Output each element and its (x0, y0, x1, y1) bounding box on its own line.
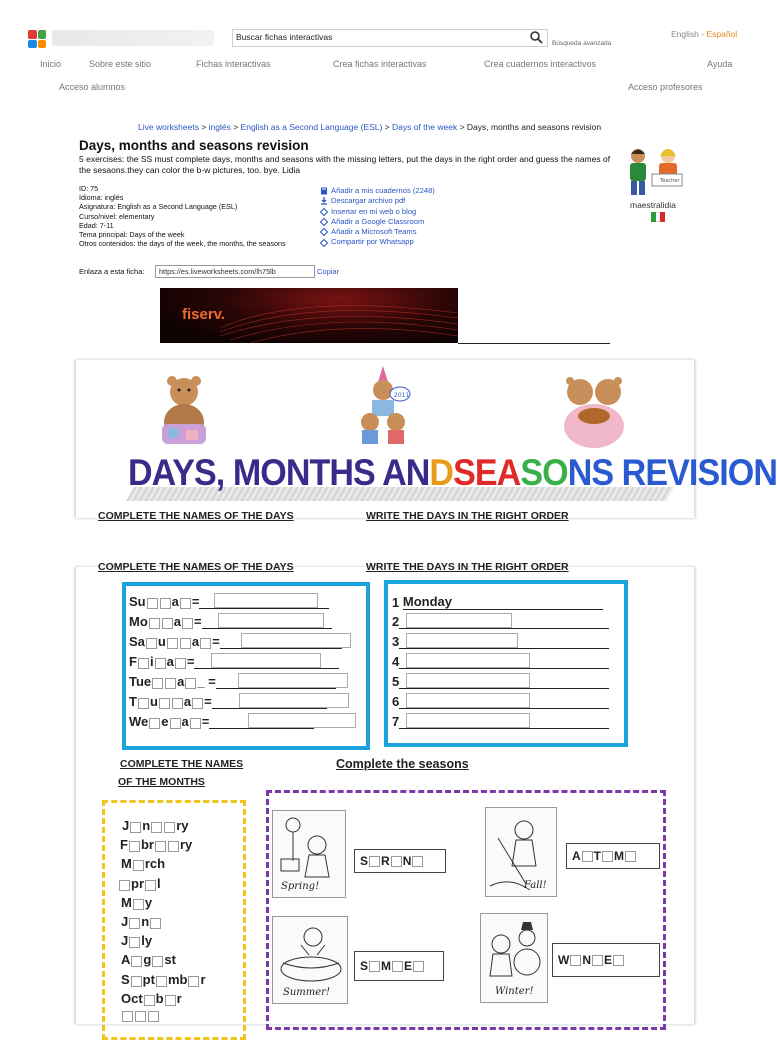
summer-picture (272, 916, 348, 1004)
whatsapp-icon (320, 239, 328, 247)
banner-part: SEA (453, 452, 521, 493)
order-row-1: 1 Monday (392, 594, 603, 610)
share-link-input[interactable]: https://es.liveworksheets.com/lh75lb (155, 265, 315, 278)
winter-caption: Winter! (495, 986, 534, 997)
bears-couple-image (554, 370, 634, 452)
embed-link[interactable]: Insertar en mi web o blog (320, 207, 435, 217)
lang-english[interactable]: English (671, 29, 699, 39)
order-row-6: 6 (392, 694, 609, 709)
nav-ayuda[interactable]: Ayuda (707, 59, 733, 69)
worksheet-description: 5 exercises: the SS must complete days, months and seasons with the missing letters, put the days in the right order and guess the names of the sesaons.they can color the b-w pictures, too. bye. Lidia (79, 154, 611, 176)
month-row-1: J n ry (122, 818, 189, 833)
month-row-5: M y (121, 895, 153, 910)
crumb-esl[interactable]: English as a Second Language (ESL) (240, 122, 383, 132)
day-input-7[interactable] (248, 713, 356, 728)
spring-word: S R N (354, 849, 446, 873)
day-input-1[interactable] (214, 593, 318, 608)
worksheet-page-1 (75, 360, 777, 522)
whatsapp-share-link[interactable]: Compartir por Whatsapp (320, 237, 435, 247)
month-row-2: F br ry (120, 837, 193, 852)
nav-acceso-profesores[interactable]: Acceso profesores (628, 82, 703, 92)
header-months-2: OF THE MONTHS (118, 776, 205, 788)
banner-part: SO (520, 452, 568, 493)
fall-picture (485, 807, 557, 897)
nav-inicio[interactable]: Inicio (40, 59, 62, 69)
month-row-3: M rch (121, 856, 166, 871)
embed-icon (320, 208, 328, 216)
banner-part: DAYS, MONTHS AN (128, 452, 430, 493)
notebook-icon (320, 187, 328, 195)
svg-text:Teacher: Teacher (660, 178, 680, 184)
download-icon (320, 197, 328, 205)
divider (458, 343, 610, 344)
svg-text:2011: 2011 (394, 392, 410, 399)
winter-word: W N E (552, 943, 660, 977)
month-row-11 (121, 1011, 160, 1022)
day-row-1: Su a = (129, 594, 329, 609)
month-row-4: pr l (118, 876, 161, 891)
order-input-2[interactable] (406, 613, 512, 628)
author-avatar[interactable] (624, 144, 686, 200)
classroom-icon (320, 218, 328, 226)
month-row-6: J n (121, 914, 162, 929)
download-pdf-link[interactable]: Descargar archivo pdf (320, 196, 435, 206)
day-row-6: T u a = (129, 694, 327, 709)
search-input[interactable]: Buscar fichas interactivas (232, 29, 548, 47)
summer-word: S M E (354, 951, 444, 981)
meta-asignatura: Asignatura: English as a Second Language (ESL) (79, 202, 238, 212)
breadcrumb: Live worksheets > inglés > English as a Second Language (ESL) > Days of the week > Days, months and seasons revision (138, 122, 602, 132)
lang-espanol[interactable]: Español (706, 29, 738, 39)
day-row-3: Sa u a = (129, 634, 342, 649)
page-title: Days, months and seasons revision (79, 138, 309, 153)
day-input-3[interactable] (241, 633, 351, 648)
month-row-10: Oct b r (121, 991, 182, 1006)
order-input-3[interactable] (406, 633, 518, 648)
day-input-4[interactable] (211, 653, 321, 668)
author-name[interactable]: maestralidia (630, 200, 676, 210)
crumb-live-worksheets[interactable]: Live worksheets (138, 122, 199, 132)
day-row-4: F i a = (129, 654, 339, 669)
microsoft-teams-link[interactable]: Añadir a Microsoft Teams (320, 227, 435, 237)
order-row-2: 2 (392, 614, 609, 629)
header-order-cut: WRITE THE DAYS IN THE RIGHT ORDER (366, 510, 569, 522)
nav-crea-fichas[interactable]: Crea fichas interactivas (333, 59, 427, 69)
winter-picture (480, 913, 548, 1003)
google-classroom-link[interactable]: Añadir a Google Classroom (320, 217, 435, 227)
search-icon[interactable] (529, 30, 543, 44)
fall-caption: Fall! (524, 880, 547, 891)
nav-sobre[interactable]: Sobre este sitio (89, 59, 152, 69)
order-input-4[interactable] (406, 653, 530, 668)
meta-tema: Tema principal: Days of the week (79, 230, 185, 240)
worksheet-meta (79, 184, 286, 248)
header-months-1: COMPLETE THE NAMES (120, 758, 244, 770)
header-days-cut: COMPLETE THE NAMES OF THE DAYS (98, 510, 294, 522)
banner-part: D (429, 452, 454, 493)
nav-crea-cuadernos[interactable]: Crea cuadernos interactivos (484, 59, 597, 69)
order-row-4: 4 (392, 654, 609, 669)
fall-word: A T M (566, 843, 660, 869)
summer-caption: Summer! (283, 987, 330, 998)
banner-part: NS REVISION (567, 452, 777, 493)
header-seasons: Complete the seasons (336, 757, 469, 771)
site-logo-text[interactable] (52, 30, 214, 46)
bears-party-image (352, 364, 414, 454)
worksheet-page-2 (75, 561, 695, 1024)
meta-otros: Otros contenidos: the days of the week, the months, the seasons (79, 239, 286, 249)
header-order: WRITE THE DAYS IN THE RIGHT ORDER (366, 561, 569, 573)
nav-acceso-alumnos[interactable]: Acceso alumnos (59, 82, 126, 92)
month-row-8: A g st (121, 952, 176, 967)
order-row-3: 3 (392, 634, 609, 649)
advanced-search-link[interactable]: Búsqueda avanzada (552, 40, 612, 47)
advertisement-banner[interactable] (160, 288, 458, 343)
meta-idioma: Idioma: inglés (79, 193, 124, 203)
spring-picture (272, 810, 346, 898)
day-row-5: Tue a _ = (129, 674, 336, 689)
bear-sewing-image (154, 372, 214, 448)
day-input-6[interactable] (239, 693, 349, 708)
month-row-9: S pt mb r (121, 972, 206, 987)
meta-id: ID: 75 (79, 184, 99, 193)
order-row-5: 5 (392, 674, 609, 689)
ad-brand: fiserv. (182, 306, 226, 323)
order-row-7: 7 (392, 714, 609, 729)
italy-flag-icon (651, 212, 665, 222)
crumb-ingles[interactable]: inglés (208, 122, 231, 132)
copy-link-button[interactable]: Copiar (317, 267, 340, 276)
month-row-7: J ly (121, 933, 153, 948)
day-input-5[interactable] (238, 673, 348, 688)
language-switch: English - Español (671, 29, 738, 39)
link-label: Enlaza a esta ficha: (79, 267, 145, 276)
site-logo-icon[interactable] (28, 30, 46, 48)
nav-fichas[interactable]: Fichas interactivas (196, 59, 271, 69)
teams-icon (320, 228, 328, 236)
worksheet-banner (128, 452, 777, 494)
add-to-notebooks-link[interactable]: Añadir a mis cuadernos (2248) (320, 186, 435, 196)
order-input-6[interactable] (406, 693, 530, 708)
day-row-7: We e a = (129, 714, 314, 729)
day-input-2[interactable] (218, 613, 324, 628)
order-input-7[interactable] (406, 713, 530, 728)
worksheet-actions (320, 186, 435, 248)
spring-caption: Spring! (281, 881, 320, 892)
day-row-2: Mo a = (129, 614, 332, 629)
header-days: COMPLETE THE NAMES OF THE DAYS (98, 561, 294, 573)
crumb-current: Days, months and seasons revision (466, 122, 602, 132)
meta-curso: Curso/nivel: elementary (79, 211, 155, 221)
meta-edad: Edad: 7-11 (79, 220, 114, 230)
crumb-days-of-week[interactable]: Days of the week (392, 122, 458, 132)
order-input-5[interactable] (406, 673, 530, 688)
